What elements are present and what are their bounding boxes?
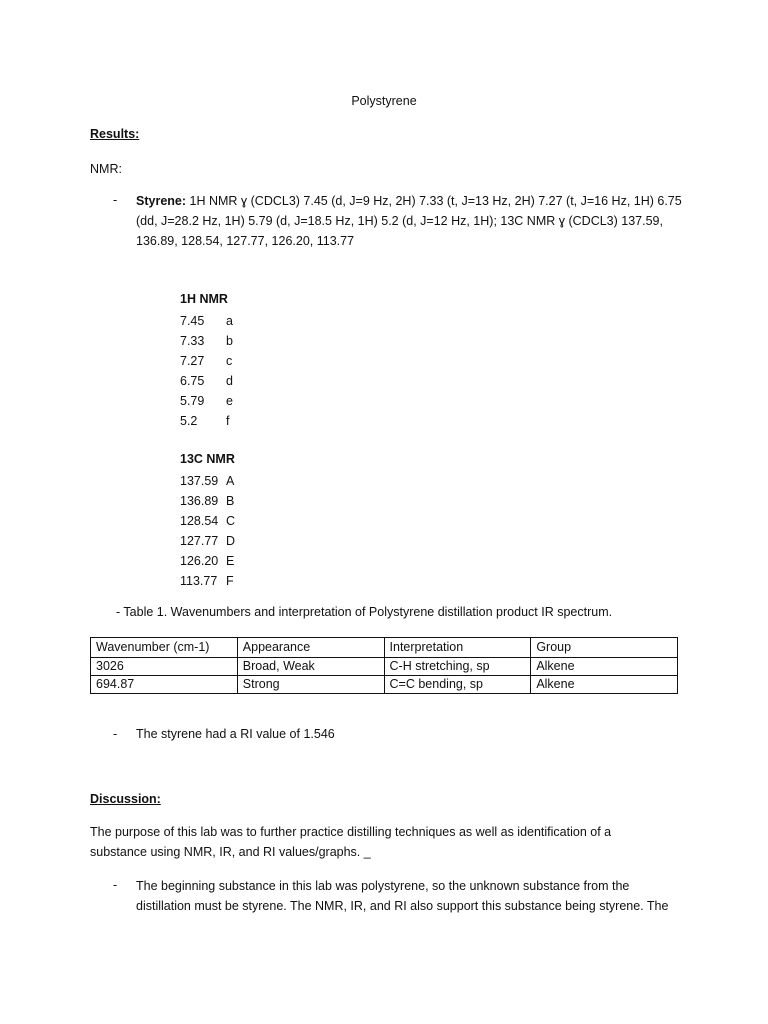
table-cell: Strong	[237, 676, 384, 694]
table-header: Appearance	[237, 638, 384, 658]
c-nmr-heading: 13C NMR	[180, 452, 235, 466]
table-caption: - Table 1. Wavenumbers and interpretation of Polystyrene distillation product IR spectrum.	[116, 605, 613, 619]
table-cell: C-H stretching, sp	[384, 658, 531, 676]
styrene-label: Styrene:	[136, 194, 187, 208]
page-title: Polystyrene	[351, 94, 417, 108]
discussion-bullet	[136, 876, 668, 916]
h-nmr-row: 7.27 c	[180, 354, 233, 368]
c-nmr-row: 127.77 D	[180, 534, 236, 548]
styrene-paragraph	[136, 191, 682, 251]
table-header: Interpretation	[384, 638, 531, 658]
h-nmr-heading: 1H NMR	[180, 292, 228, 306]
h-nmr-row: 5.79 e	[180, 394, 233, 408]
table-cell: Alkene	[531, 658, 678, 676]
nmr-heading: NMR:	[90, 162, 122, 176]
discussion-heading: Discussion:	[90, 792, 161, 806]
styrene-line-2: (dd, J=28.2 Hz, 1H) 5.79 (d, J=18.5 Hz, 1H) 5.2 (d, J=12 Hz, 1H); 13C NMR ɣ (CDCL3) 137.59,	[136, 214, 663, 228]
table-row	[91, 676, 678, 694]
c-nmr-row: 126.20 E	[180, 554, 235, 568]
table-header: Wavenumber (cm-1)	[91, 638, 238, 658]
h-nmr-row: 7.33 b	[180, 334, 233, 348]
table-header: Group	[531, 638, 678, 658]
ri-bullet-text: The styrene had a RI value of 1.546	[136, 727, 335, 741]
table-cell: Alkene	[531, 676, 678, 694]
table-cell: 3026	[91, 658, 238, 676]
styrene-line-1: Styrene: 1H NMR ɣ (CDCL3) 7.45 (d, J=9 Hz, 2H) 7.33 (t, J=13 Hz, 2H) 7.27 (t, J=16 Hz, 1H) 6.75	[136, 194, 682, 208]
discussion-bullet-line-1: The beginning substance in this lab was polystyrene, so the unknown substance from the	[136, 879, 630, 893]
table-cell: C=C bending, sp	[384, 676, 531, 694]
results-heading: Results:	[90, 127, 140, 141]
styrene-line-3: 136.89, 128.54, 127.77, 126.20, 113.77	[136, 234, 355, 248]
h-nmr-row: 5.2 f	[180, 414, 230, 428]
discussion-bullet-line-2: distillation must be styrene. The NMR, IR, and RI also support this substance being styrene. The	[136, 899, 669, 913]
bullet-marker: -	[113, 193, 118, 207]
c-nmr-row: 113.77 F	[180, 574, 234, 588]
discussion-line-1: The purpose of this lab was to further practice distilling techniques as well as identification of a	[90, 825, 612, 839]
table-cell: Broad, Weak	[237, 658, 384, 676]
h-nmr-row: 7.45 a	[180, 314, 233, 328]
table-cell: 694.87	[91, 676, 238, 694]
h-nmr-row: 6.75 d	[180, 374, 233, 388]
c-nmr-row: 128.54 C	[180, 514, 236, 528]
c-nmr-row: 136.89 B	[180, 494, 235, 508]
discussion-paragraph	[90, 822, 611, 862]
discussion-line-2: substance using NMR, IR, and RI values/graphs. _	[90, 845, 371, 859]
bullet-marker: -	[113, 878, 118, 892]
c-nmr-row: 137.59 A	[180, 474, 235, 488]
bullet-marker: -	[113, 727, 118, 741]
table-header-row	[91, 638, 678, 658]
table-row	[91, 658, 678, 676]
ir-table	[90, 637, 678, 694]
